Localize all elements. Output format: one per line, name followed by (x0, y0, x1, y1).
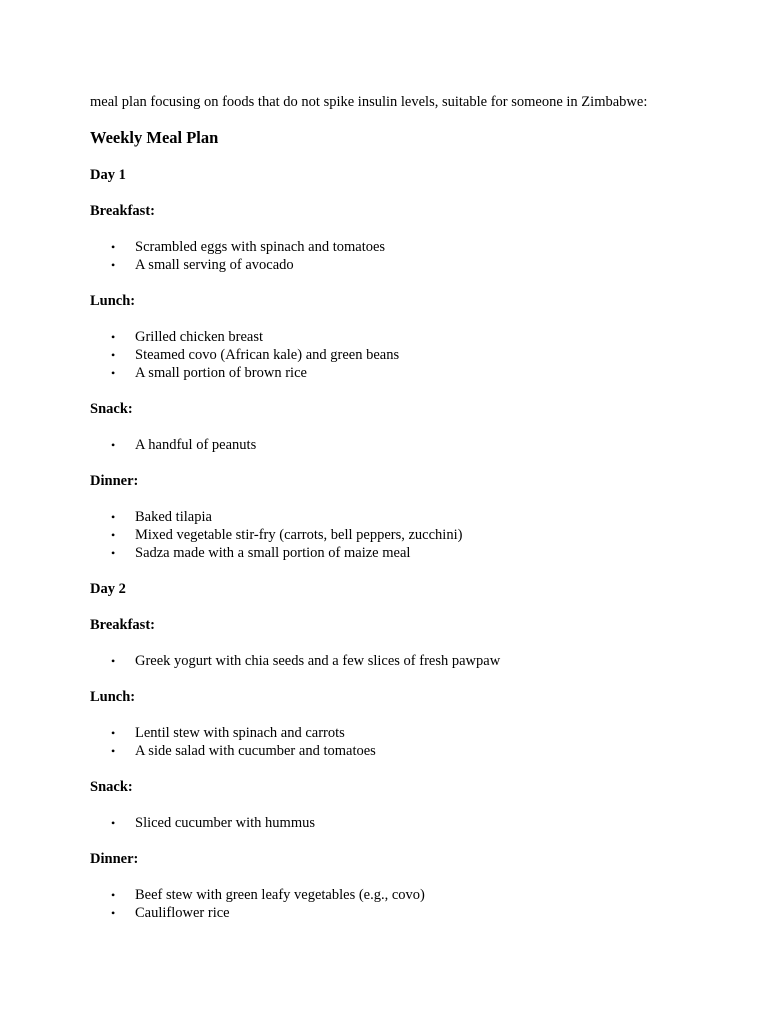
list-item-text: Grilled chicken breast (135, 329, 264, 345)
list-item (90, 436, 730, 454)
list-item (90, 508, 730, 526)
day-section (90, 580, 730, 922)
list-item (90, 904, 730, 922)
document-page (90, 93, 730, 922)
meal-section (90, 292, 730, 382)
meal-heading: Dinner: (90, 473, 139, 489)
bullet-icon: • (111, 258, 116, 272)
list-item (90, 814, 730, 832)
list-item-text: Steamed covo (African kale) and green beans (135, 347, 400, 363)
meal-section (90, 616, 730, 670)
bullet-icon: • (111, 888, 116, 902)
bullet-icon: • (111, 330, 116, 344)
bullet-icon: • (111, 528, 116, 542)
meal-item-list (90, 724, 730, 760)
meal-section (90, 472, 730, 562)
bullet-icon: • (111, 240, 116, 254)
list-item-text: Scrambled eggs with spinach and tomatoes (135, 239, 386, 255)
list-item-text: A handful of peanuts (135, 437, 257, 453)
meal-heading: Dinner: (90, 851, 139, 867)
bullet-icon: • (111, 744, 116, 758)
list-item-text: Lentil stew with spinach and carrots (135, 725, 345, 741)
list-item-text: Cauliflower rice (135, 905, 230, 921)
meal-heading: Breakfast: (90, 617, 155, 633)
meal-section (90, 778, 730, 832)
list-item (90, 346, 730, 364)
meal-heading: Breakfast: (90, 203, 155, 219)
list-item (90, 256, 730, 274)
bullet-icon: • (111, 906, 116, 920)
list-item (90, 526, 730, 544)
meal-item-list (90, 328, 730, 382)
bullet-icon: • (111, 816, 116, 830)
intro-text: meal plan focusing on foods that do not spike insulin levels, suitable for someone in Zimbabwe: (90, 94, 648, 110)
list-item-text: Beef stew with green leafy vegetables (e.g., covo) (135, 887, 425, 903)
list-item (90, 742, 730, 760)
meal-item-list (90, 436, 730, 454)
meal-item-list (90, 886, 730, 922)
list-item-text: A small serving of avocado (135, 257, 294, 273)
list-item (90, 328, 730, 346)
list-item-text: Mixed vegetable stir-fry (carrots, bell peppers, zucchini) (135, 527, 463, 543)
list-item-text: Greek yogurt with chia seeds and a few slices of fresh pawpaw (135, 653, 501, 669)
meal-section (90, 850, 730, 922)
day-heading: Day 1 (90, 167, 126, 183)
list-item-text: Sliced cucumber with hummus (135, 815, 316, 831)
meal-item-list (90, 652, 730, 670)
list-item (90, 724, 730, 742)
meal-item-list (90, 508, 730, 562)
day-section (90, 166, 730, 562)
bullet-icon: • (111, 510, 116, 524)
meal-heading: Snack: (90, 779, 133, 795)
list-item-text: A small portion of brown rice (135, 365, 307, 381)
meal-section (90, 688, 730, 760)
meal-item-list (90, 814, 730, 832)
list-item (90, 886, 730, 904)
meal-heading: Lunch: (90, 689, 136, 705)
bullet-icon: • (111, 546, 116, 560)
list-item (90, 364, 730, 382)
list-item-text: Baked tilapia (135, 509, 212, 525)
meal-heading: Lunch: (90, 293, 136, 309)
days-container (90, 166, 730, 922)
bullet-icon: • (111, 438, 116, 452)
meal-item-list (90, 238, 730, 274)
list-item (90, 238, 730, 256)
list-item (90, 652, 730, 670)
list-item-text: A side salad with cucumber and tomatoes (135, 743, 376, 759)
meal-section (90, 400, 730, 454)
day-heading: Day 2 (90, 581, 126, 597)
list-item-text: Sadza made with a small portion of maize meal (135, 545, 411, 561)
bullet-icon: • (111, 726, 116, 740)
bullet-icon: • (111, 348, 116, 362)
list-item (90, 544, 730, 562)
meal-section (90, 202, 730, 274)
bullet-icon: • (111, 654, 116, 668)
bullet-icon: • (111, 366, 116, 380)
meal-heading: Snack: (90, 401, 133, 417)
document-title: Weekly Meal Plan (90, 128, 219, 147)
